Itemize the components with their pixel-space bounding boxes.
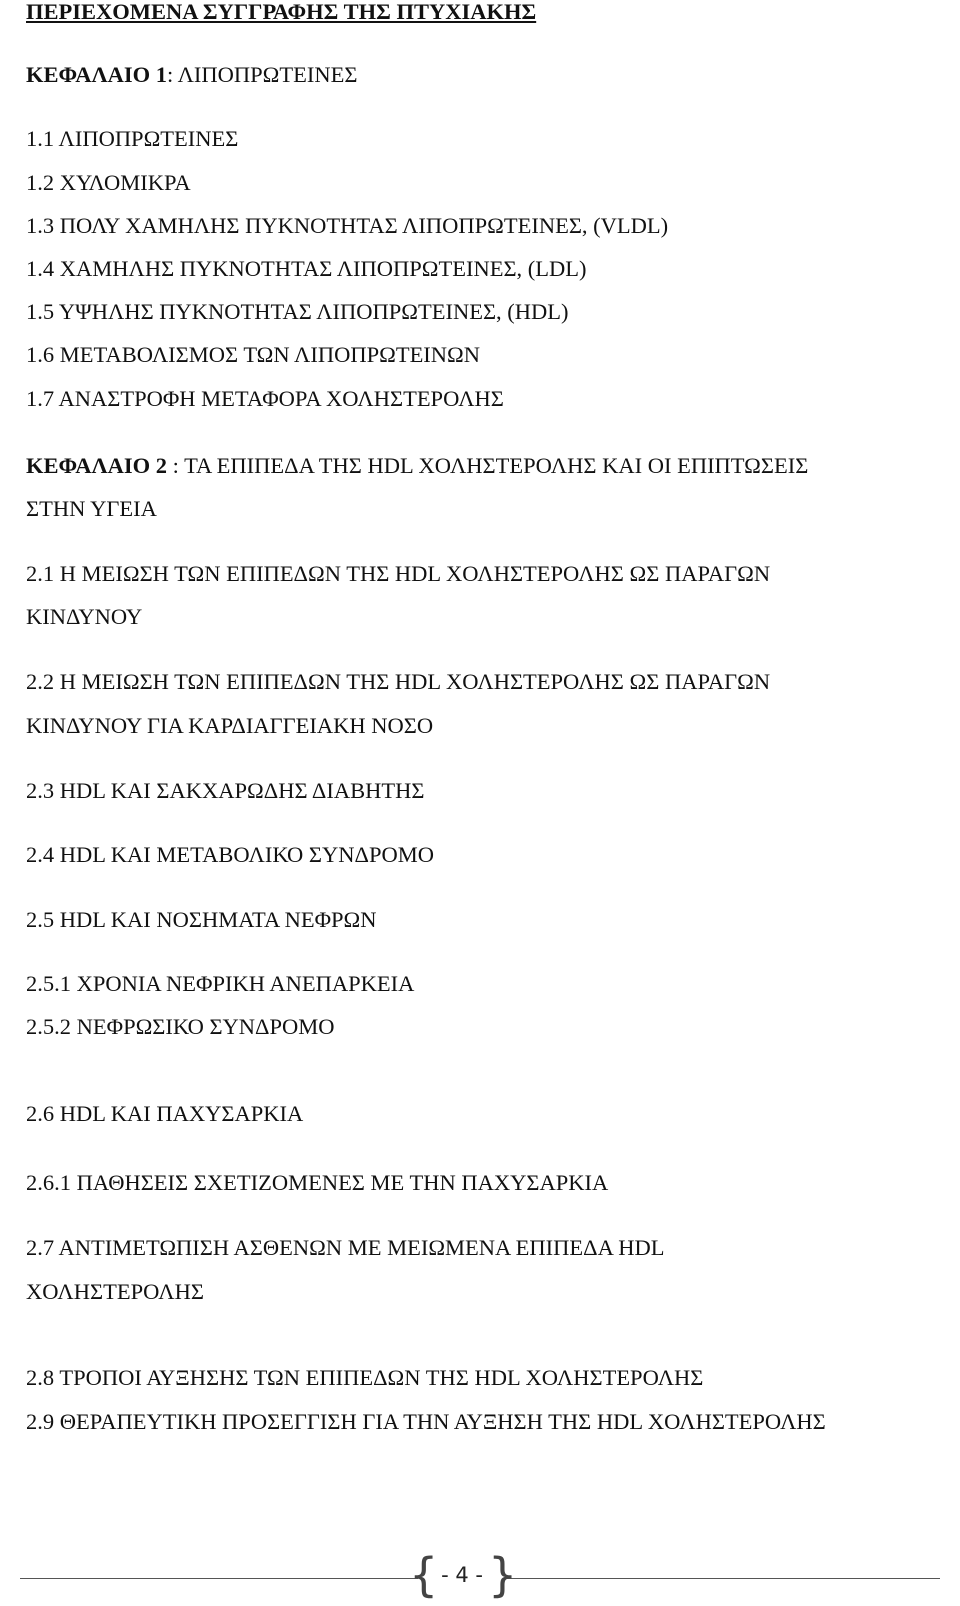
toc-item: 1.5 ΥΨΗΛΗΣ ΠΥΚΝΟΤΗΤΑΣ ΛΙΠΟΠΡΩΤΕΙΝΕΣ, (HDL) — [26, 299, 569, 324]
toc-item: 1.3 ΠΟΛΥ ΧΑΜΗΛΗΣ ΠΥΚΝΟΤΗΤΑΣ ΛΙΠΟΠΡΩΤΕΙΝΕΣ, (VLDL) — [26, 213, 669, 238]
toc-item: 2.6 HDL ΚΑΙ ΠΑΧΥΣΑΡΚΙΑ — [26, 1101, 304, 1126]
chapter-heading — [26, 61, 357, 89]
chapter-label: ΚΕΦΑΛΑΙΟ 2 — [26, 453, 167, 478]
toc-item: 2.5.1 ΧΡΟΝΙΑ ΝΕΦΡΙΚΗ ΑΝΕΠΑΡΚΕΙΑ — [26, 971, 415, 996]
chapter-heading — [26, 452, 808, 480]
toc-item: 2.1 Η ΜΕΙΩΣΗ ΤΩΝ ΕΠΙΠΕΔΩΝ ΤΗΣ HDL ΧΟΛΗΣΤΕΡΟΛΗΣ ΩΣ ΠΑΡΑΓΩΝ — [26, 561, 771, 586]
page-number: - 4 - — [441, 1563, 483, 1587]
toc-item-continued: ΚΙΝΔΥΝΟΥ — [26, 604, 143, 629]
toc-item: 2.9 ΘΕΡΑΠΕΥΤΙΚΗ ΠΡΟΣΕΓΓΙΣΗ ΓΙΑ ΤΗΝ ΑΥΞΗΣΗ ΤΗΣ HDL ΧΟΛΗΣΤΕΡΟΛΗΣ — [26, 1409, 826, 1434]
toc-item: 2.2 Η ΜΕΙΩΣΗ ΤΩΝ ΕΠΙΠΕΔΩΝ ΤΗΣ HDL ΧΟΛΗΣΤΕΡΟΛΗΣ ΩΣ ΠΑΡΑΓΩΝ — [26, 669, 771, 694]
toc-item: 2.3 HDL ΚΑΙ ΣΑΚΧΑΡΩΔΗΣ ΔΙΑΒΗΤΗΣ — [26, 778, 425, 803]
chapter-title: : ΛΙΠΟΠΡΩΤΕΙΝΕΣ — [166, 62, 358, 87]
toc-item: 2.5.2 ΝΕΦΡΩΣΙΚΟ ΣΥΝΔΡΟΜΟ — [26, 1014, 335, 1039]
toc-item: 2.4 HDL ΚΑΙ ΜΕΤΑΒΟΛΙΚΟ ΣΥΝΔΡΟΜΟ — [26, 842, 434, 867]
toc-item: 2.7 ΑΝΤΙΜΕΤΩΠΙΣΗ ΑΣΘΕΝΩΝ ΜΕ ΜΕΙΩΜΕΝΑ ΕΠΙΠΕΔΑ HDL — [26, 1235, 665, 1260]
footer-rule-right — [503, 1578, 940, 1579]
toc-item: 1.2 ΧΥΛΟΜΙΚΡΑ — [26, 170, 191, 195]
chapter-title: : ΤΑ ΕΠΙΠΕΔΑ ΤΗΣ HDL ΧΟΛΗΣΤΕΡΟΛΗΣ ΚΑΙ ΟΙ ΕΠΙΠΤΩΣΕΙΣ — [166, 453, 809, 478]
page-title: ΠΕΡΙΕΧΟΜΕΝΑ ΣΥΓΓΡΑΦΗΣ ΤΗΣ ΠΤΥΧΙΑΚΗΣ — [26, 0, 537, 24]
close-brace-ornament: } — [488, 1548, 518, 1602]
chapter-title-continued: ΣΤΗΝ ΥΓΕΙΑ — [26, 496, 157, 521]
toc-item: 1.4 ΧΑΜΗΛΗΣ ΠΥΚΝΟΤΗΤΑΣ ΛΙΠΟΠΡΩΤΕΙΝΕΣ, (LDL) — [26, 256, 587, 281]
toc-item: 2.8 ΤΡΟΠΟΙ ΑΥΞΗΣΗΣ ΤΩΝ ΕΠΙΠΕΔΩΝ ΤΗΣ HDL ΧΟΛΗΣΤΕΡΟΛΗΣ — [26, 1365, 704, 1390]
open-brace-ornament: { — [409, 1548, 439, 1602]
toc-item: 1.7 ΑΝΑΣΤΡΟΦΗ ΜΕΤΑΦΟΡΑ ΧΟΛΗΣΤΕΡΟΛΗΣ — [26, 386, 504, 411]
toc-item: 2.6.1 ΠΑΘΗΣΕΙΣ ΣΧΕΤΙΖΟΜΕΝΕΣ ΜΕ ΤΗΝ ΠΑΧΥΣΑΡΚΙΑ — [26, 1170, 609, 1195]
chapter-label: ΚΕΦΑΛΑΙΟ 1 — [26, 62, 167, 87]
toc-item: 1.1 ΛΙΠΟΠΡΩΤΕΙΝΕΣ — [26, 126, 239, 151]
toc-item-continued: ΧΟΛΗΣΤΕΡΟΛΗΣ — [26, 1279, 204, 1304]
toc-item-continued: ΚΙΝΔΥΝΟΥ ΓΙΑ ΚΑΡΔΙΑΓΓΕΙΑΚΗ ΝΟΣΟ — [26, 713, 434, 738]
toc-item: 2.5 HDL ΚΑΙ ΝΟΣΗΜΑΤΑ ΝΕΦΡΩΝ — [26, 907, 377, 932]
footer-rule-left — [20, 1578, 418, 1579]
toc-item: 1.6 ΜΕΤΑΒΟΛΙΣΜΟΣ ΤΩΝ ΛΙΠΟΠΡΩΤΕΙΝΩΝ — [26, 342, 481, 367]
